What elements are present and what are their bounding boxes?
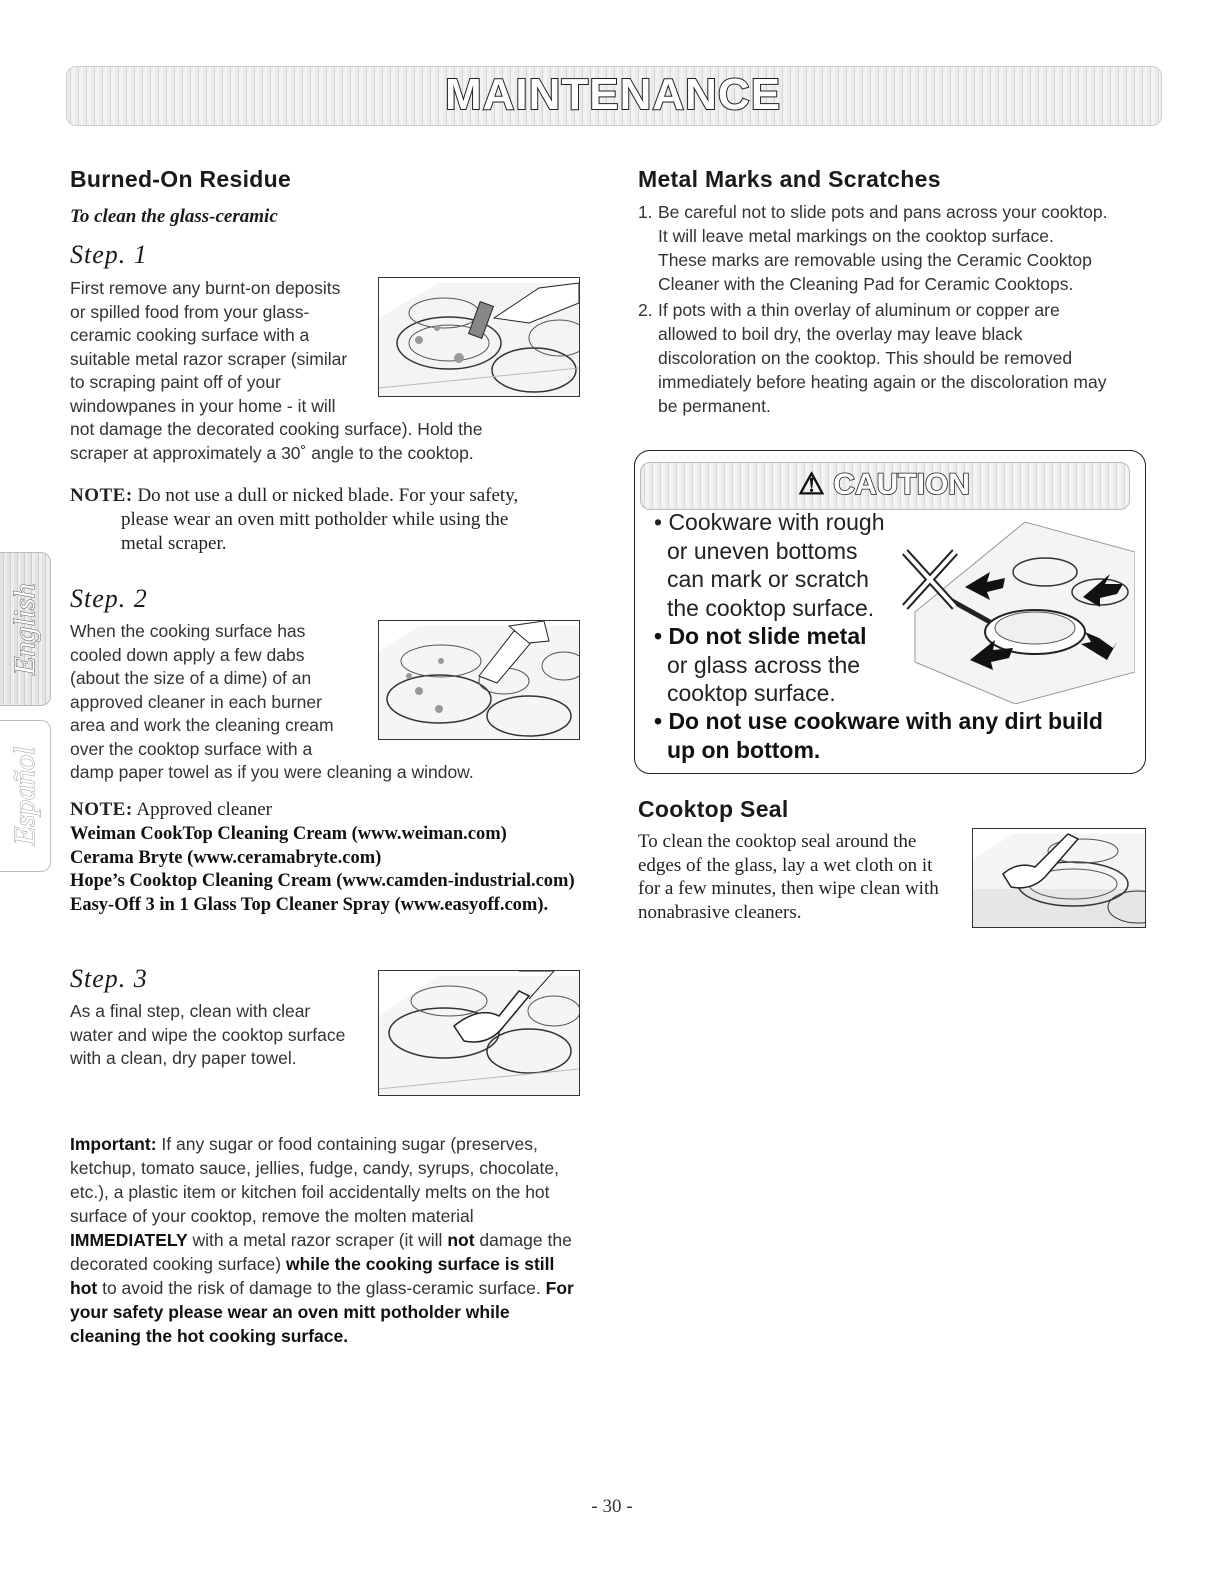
seal-heading: Cooktop Seal	[638, 796, 789, 822]
note1-line2: please wear an oven mitt potholder while using the	[121, 509, 509, 530]
cleaner-item: Weiman CookTop Cleaning Cream (www.weiman.com)	[70, 824, 507, 844]
metal-item-2-num: 2.	[638, 300, 653, 320]
metal-item-1: Be careful not to slide pots and pans across your cooktop. It will leave metal markings on the cooktop surface. These marks are removable using the Ceramic Cooktop Cleaner with the Cleaning Pad for Ceramic Cooktops.	[658, 202, 1108, 294]
step2-cleaner-illustration	[378, 620, 580, 740]
caution-bullet-3: • Do not use cookware with any dirt build up on bottom.	[654, 708, 1103, 763]
caution-title: ⚠ CAUTION	[798, 468, 970, 501]
caution-bullet-1: • Cookware with rough or uneven bottoms can mark or scratch the cooktop surface.	[654, 509, 885, 621]
note2-label: NOTE:	[70, 799, 133, 820]
note1-label: NOTE:	[70, 485, 133, 506]
page-title: MAINTENANCE	[444, 70, 782, 119]
step1-label: Step. 1	[70, 240, 148, 269]
step3-wipe-illustration	[378, 970, 580, 1096]
step2-label: Step. 2	[70, 584, 148, 613]
metal-item-1-num: 1.	[638, 202, 653, 222]
step1-scraper-illustration	[378, 277, 580, 397]
approved-cleaners-list	[70, 823, 575, 917]
step3-label: Step. 3	[70, 964, 148, 993]
seal-wipe-illustration	[972, 828, 1146, 928]
important-paragraph: Important: If any sugar or food containing sugar (preserves, ketchup, tomato sauce, jellies, fudge, candy, syrups, chocolate, etc.), a plastic item or kitchen foil accidentally melts on the hot surface of your cooktop, remove the molten material IMMEDIATELY with a metal razor scraper (it will not damage the decorated cooking surface) while the cooking surface is still hot to avoid the risk of damage to the glass-ceramic surface. For your safety please wear an oven mitt potholder while cleaning the hot cooking surface.	[70, 1134, 574, 1346]
cleaner-item: Easy-Off 3 in 1 Glass Top Cleaner Spray (www.easyoff.com).	[70, 894, 549, 915]
metal-item-2: If pots with a thin overlay of aluminum or copper are allowed to boil dry, the overlay may leave black discoloration on the cooktop. This should be removed immediately before heating again or the discoloration may be permanent.	[658, 300, 1107, 416]
cleaner-item: Cerama Bryte (www.ceramabryte.com)	[70, 847, 382, 868]
tab-espanol-label: Español	[8, 746, 41, 846]
tab-english[interactable]	[0, 552, 51, 706]
note1-line3: metal scraper.	[121, 533, 227, 554]
step3-text: As a final step, clean with clear water and wipe the cooktop surface with a clean, dry paper towel.	[70, 1001, 346, 1068]
metal-heading: Metal Marks and Scratches	[638, 166, 941, 192]
tab-espanol[interactable]	[0, 720, 51, 872]
page-number: - 30 -	[591, 1496, 633, 1517]
burned-subheading: To clean the glass-ceramic	[70, 206, 278, 227]
note1: NOTE: Do not use a dull or nicked blade. For your safety,	[70, 485, 519, 506]
cleaner-item: Hope’s Cooktop Cleaning Cream (www.camden-industrial.com)	[70, 871, 575, 891]
caution-pan-illustration	[895, 512, 1135, 704]
step1-text: First remove any burnt-on deposits or spilled food from your glass- ceramic cooking surface with a suitable metal razor scraper (similar to scraping paint off of your windowpanes in your home - it will not damage the decorated cooking surface). Hold the scraper at approximately a 30˚ angle to the cooktop.	[70, 278, 483, 463]
burned-heading: Burned-On Residue	[70, 166, 292, 192]
warning-triangle-icon: ⚠	[798, 468, 825, 501]
important-label: Important:	[70, 1134, 157, 1154]
tab-english-label: English	[8, 583, 41, 675]
step2-text: When the cooking surface has cooled down apply a few dabs (about the size of a dime) of an approved cleaner in each burner area and work the cleaning cream over the cooktop surface with a damp paper towel as if you were cleaning a window.	[70, 621, 474, 782]
note2: NOTE: Approved cleaner	[70, 799, 272, 820]
seal-text: To clean the cooktop seal around the edges of the glass, lay a wet cloth on it for a few minutes, then wipe clean with nonabrasive cleaners.	[638, 831, 939, 923]
caution-bullet-2: • Do not slide metal or glass across the cooktop surface.	[654, 623, 867, 706]
